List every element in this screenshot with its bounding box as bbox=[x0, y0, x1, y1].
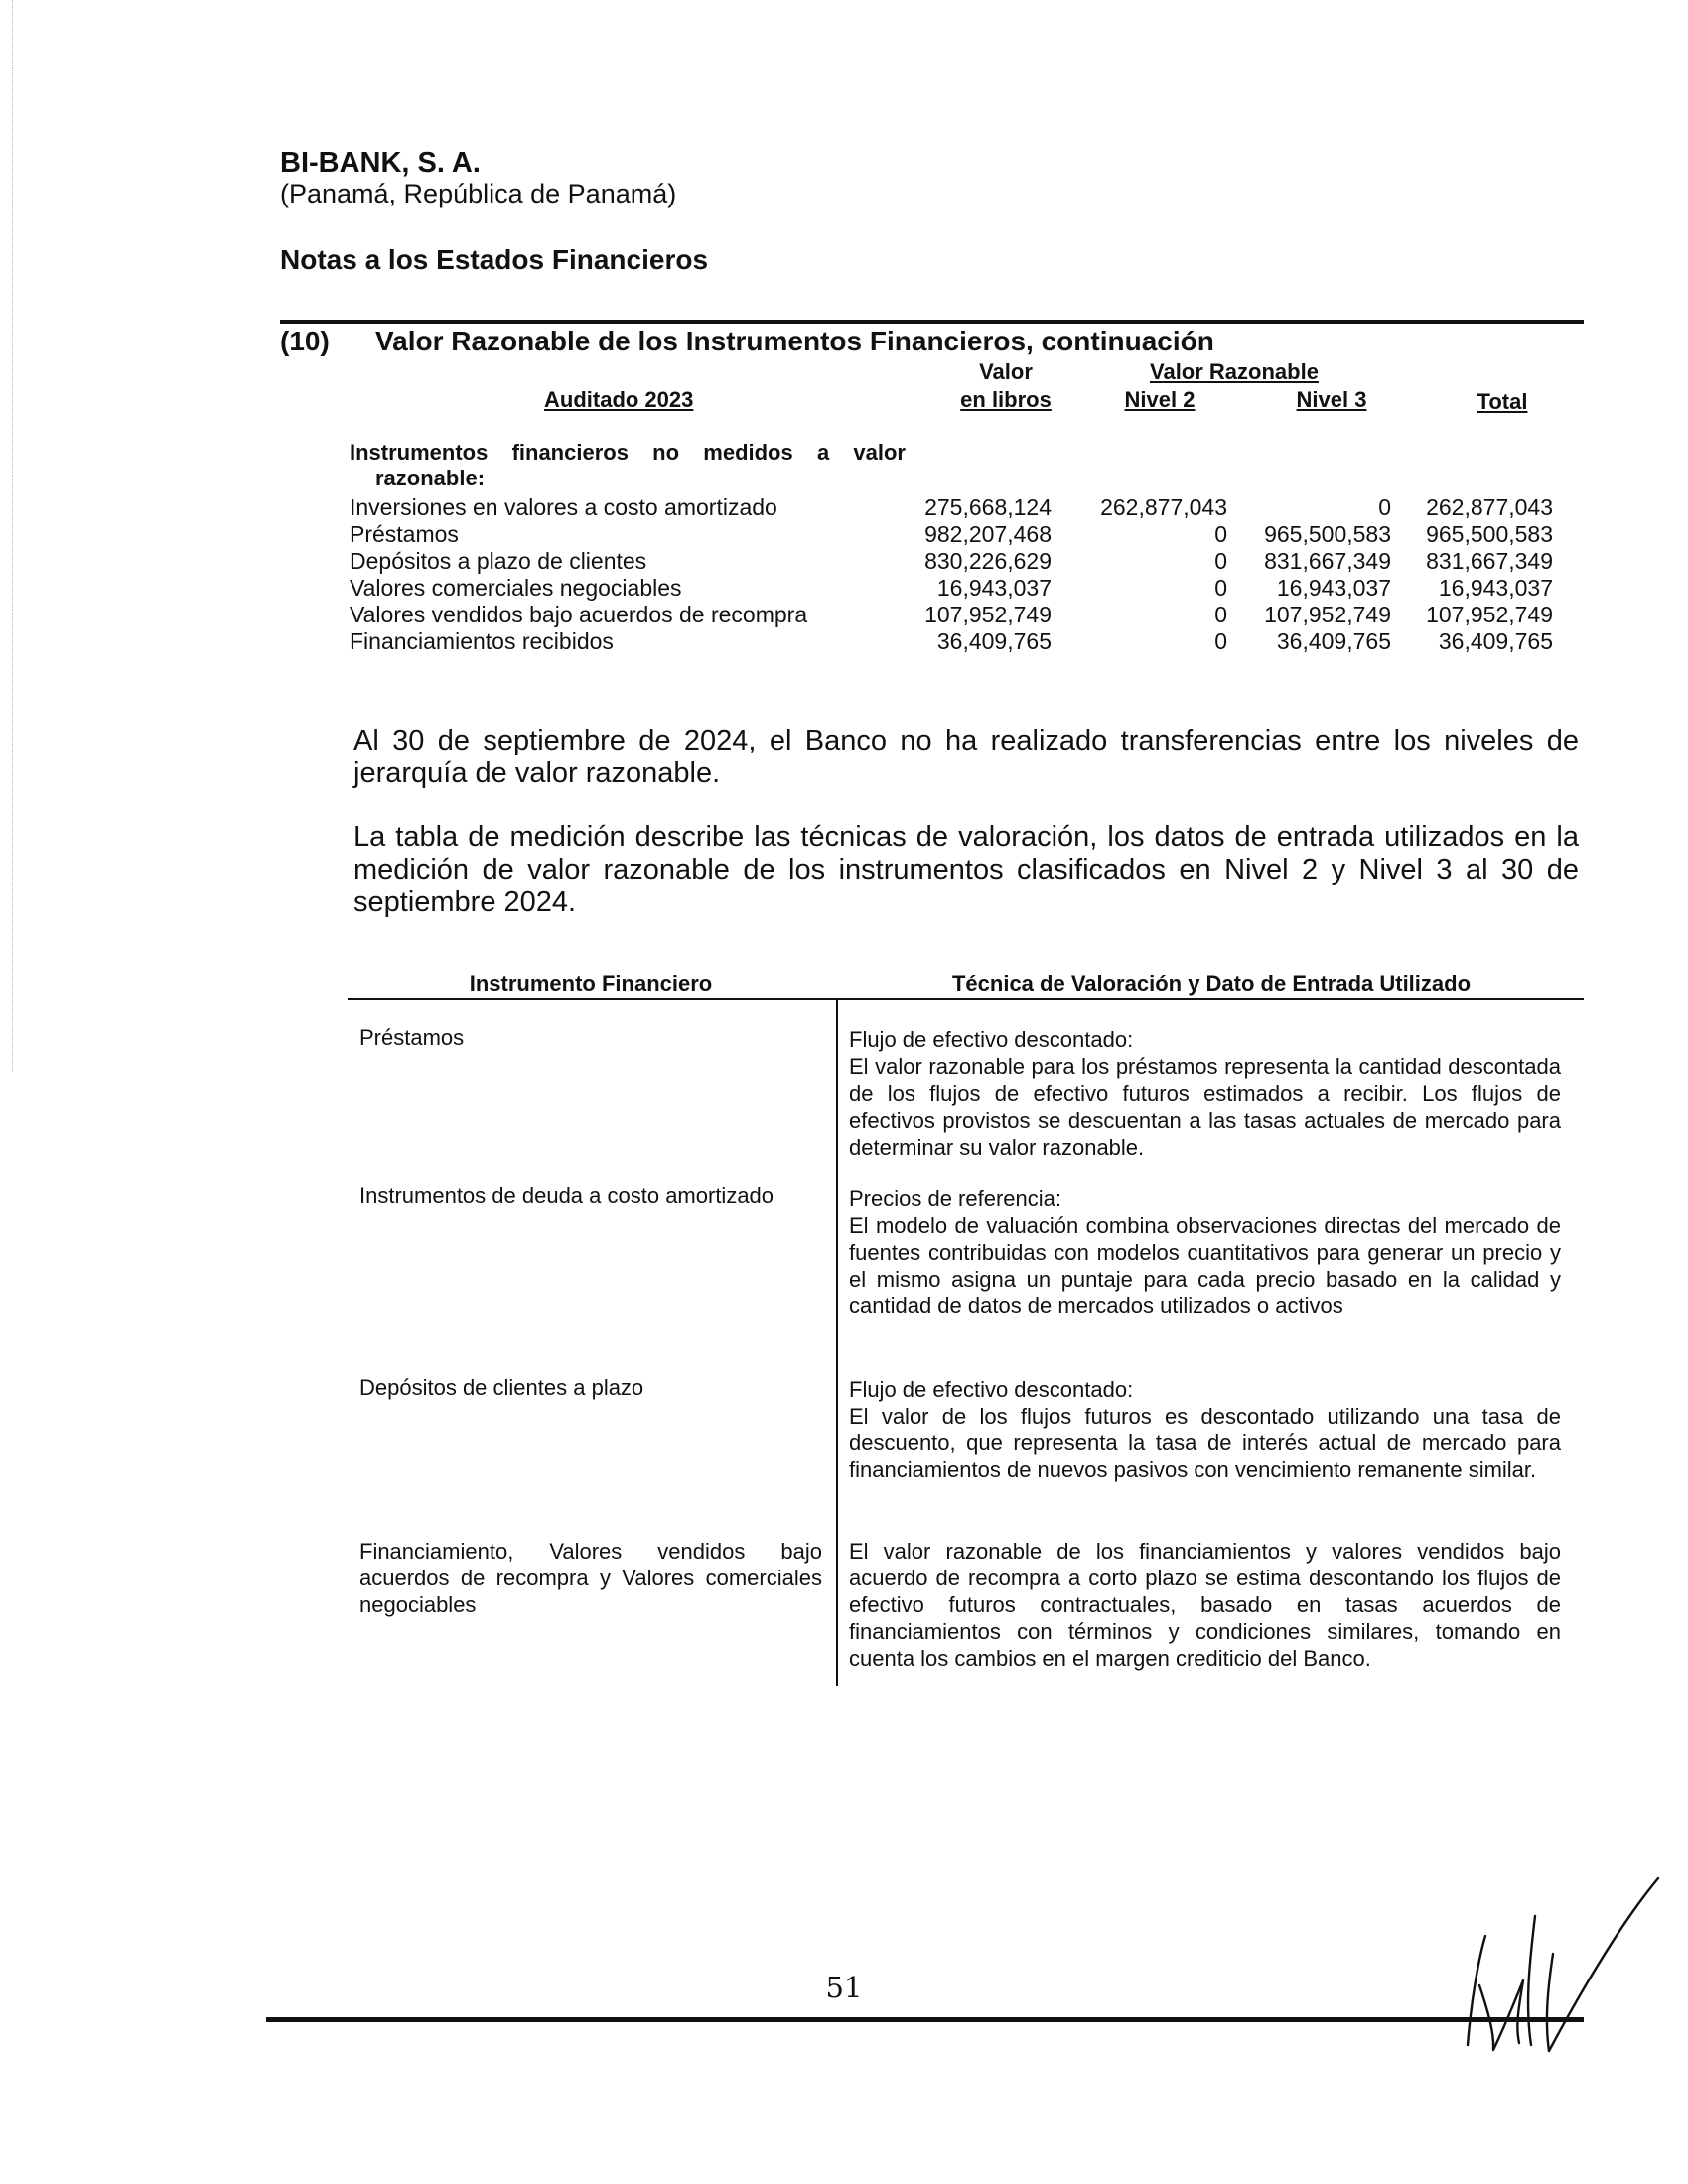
company-location: (Panamá, República de Panamá) bbox=[280, 179, 677, 208]
technique-cell bbox=[849, 1538, 1561, 1672]
cell-nivel3: 965,500,583 bbox=[1264, 521, 1391, 547]
technique-cell bbox=[849, 1026, 1561, 1160]
page-number: 51 bbox=[825, 1971, 863, 2004]
technique-title: Flujo de efectivo descontado: bbox=[849, 1377, 1134, 1402]
row-label: Financiamientos recibidos bbox=[350, 628, 614, 654]
cell-nivel2: 0 bbox=[1214, 521, 1227, 547]
cell-total: 107,952,749 bbox=[1426, 602, 1553, 627]
col-instrument-header: Instrumento Financiero bbox=[469, 971, 713, 996]
cell-nivel3: 107,952,749 bbox=[1264, 602, 1391, 627]
section-number: (10) bbox=[280, 326, 330, 356]
col-valor-top: Valor bbox=[979, 359, 1033, 384]
cell-valor: 275,668,124 bbox=[924, 494, 1052, 520]
group-label-cont: razonable: bbox=[375, 466, 486, 490]
header-rule bbox=[280, 320, 1584, 324]
table2-header-rule bbox=[348, 998, 1584, 1000]
col-nivel2: Nivel 2 bbox=[1124, 387, 1196, 412]
table-row bbox=[0, 628, 1688, 656]
cell-valor: 830,226,629 bbox=[924, 548, 1052, 574]
table-row bbox=[0, 575, 1688, 603]
technique-description: El valor razonable para los préstamos representa la cantidad descontada de los flujos de efectivo futuros estimados a recibir. Los flujos de efectivos provistos se descuentan a las tasas actuales de mercado para determinar su valor razonable. bbox=[849, 1054, 1561, 1160]
table-row bbox=[0, 521, 1688, 549]
row-label: Depósitos a plazo de clientes bbox=[350, 548, 647, 574]
cell-total: 262,877,043 bbox=[1426, 494, 1553, 520]
technique-title: Flujo de efectivo descontado: bbox=[849, 1027, 1134, 1052]
table2-column-divider bbox=[836, 1000, 838, 1686]
paragraph-measurement: La tabla de medición describe las técnicas de valoración, los datos de entrada utilizados en la medición de valor razonable de los instrumentos clasificados en Nivel 2 y Nivel 3 al 30 de septiembre 2024. bbox=[353, 821, 1579, 918]
technique-cell bbox=[849, 1376, 1561, 1483]
company-name: BI-BANK, S. A. bbox=[280, 147, 481, 179]
row-label: Préstamos bbox=[350, 521, 459, 547]
table-row bbox=[0, 494, 1688, 522]
cell-nivel3: 36,409,765 bbox=[1276, 628, 1391, 654]
instrument-cell: Instrumentos de deuda a costo amortizado bbox=[359, 1183, 774, 1208]
cell-nivel3: 16,943,037 bbox=[1276, 575, 1391, 601]
row-label: Inversiones en valores a costo amortizado bbox=[350, 494, 777, 520]
paragraph-transfers: Al 30 de septiembre de 2024, el Banco no ha realizado transferencias entre los niveles de jerarquía de valor razonable. bbox=[353, 725, 1579, 789]
cell-valor: 982,207,468 bbox=[924, 521, 1052, 547]
period-label: Auditado 2023 bbox=[544, 387, 694, 412]
table-row bbox=[0, 602, 1688, 629]
instrument-cell: Financiamiento, Valores vendidos bajo acuerdos de recompra y Valores comerciales negociables bbox=[359, 1539, 822, 1617]
cell-nivel2: 0 bbox=[1214, 628, 1227, 654]
instrument-cell: Depósitos de clientes a plazo bbox=[359, 1375, 644, 1400]
col-total: Total bbox=[1477, 389, 1528, 414]
col-nivel3: Nivel 3 bbox=[1296, 387, 1367, 412]
technique-cell bbox=[849, 1185, 1561, 1319]
technique-description: El valor de los flujos futuros es descontado utilizando una tasa de descuento, que representa la tasa de interés actual de mercado para financiamientos de nuevos pasivos con vencimiento remanente similar. bbox=[849, 1404, 1561, 1482]
cell-total: 36,409,765 bbox=[1438, 628, 1553, 654]
section-title: Valor Razonable de los Instrumentos Financieros, continuación bbox=[375, 326, 1214, 356]
row-label: Valores comerciales negociables bbox=[350, 575, 682, 601]
instrument-cell: Préstamos bbox=[359, 1025, 465, 1050]
technique-title: Precios de referencia: bbox=[849, 1186, 1061, 1211]
cell-valor: 107,952,749 bbox=[924, 602, 1052, 627]
cell-nivel2: 0 bbox=[1214, 548, 1227, 574]
cell-nivel2: 262,877,043 bbox=[1100, 494, 1227, 520]
cell-total: 965,500,583 bbox=[1426, 521, 1553, 547]
table-row bbox=[0, 548, 1688, 576]
col-technique-header: Técnica de Valoración y Dato de Entrada Utilizado bbox=[951, 971, 1472, 996]
cell-valor: 36,409,765 bbox=[936, 628, 1052, 654]
cell-valor: 16,943,037 bbox=[936, 575, 1052, 601]
footer-rule bbox=[266, 2017, 1584, 2022]
fair-value-group-header: Valor Razonable bbox=[1150, 359, 1319, 384]
cell-nivel2: 0 bbox=[1214, 575, 1227, 601]
cell-nivel2: 0 bbox=[1214, 602, 1227, 627]
cell-total: 831,667,349 bbox=[1426, 548, 1553, 574]
cell-nivel3: 0 bbox=[1378, 494, 1391, 520]
notes-title: Notas a los Estados Financieros bbox=[280, 244, 709, 275]
technique-description: El valor razonable de los financiamientos y valores vendidos bajo acuerdo de recompra a corto plazo se estima descontando los flujos de efectivo futuros contractuales, basado en tasas acuerdos de financiamientos con términos y condiciones similares, tomando en cuenta los cambios en el margen crediticio del Banco. bbox=[849, 1539, 1561, 1671]
row-label: Valores vendidos bajo acuerdos de recompra bbox=[350, 602, 808, 627]
technique-description: El modelo de valuación combina observaciones directas del mercado de fuentes contribuidas con modelos cuantitativos para generar un precio y el mismo asigna un puntaje para cada precio basado en la calidad y cantidad de datos de mercados utilizados o activos bbox=[849, 1213, 1561, 1318]
col-valor-bottom: en libros bbox=[960, 387, 1052, 412]
cell-nivel3: 831,667,349 bbox=[1264, 548, 1391, 574]
cell-total: 16,943,037 bbox=[1438, 575, 1553, 601]
signature-initials bbox=[1450, 1876, 1668, 2055]
group-label: Instrumentos financieros no medidos a valor bbox=[350, 440, 906, 465]
